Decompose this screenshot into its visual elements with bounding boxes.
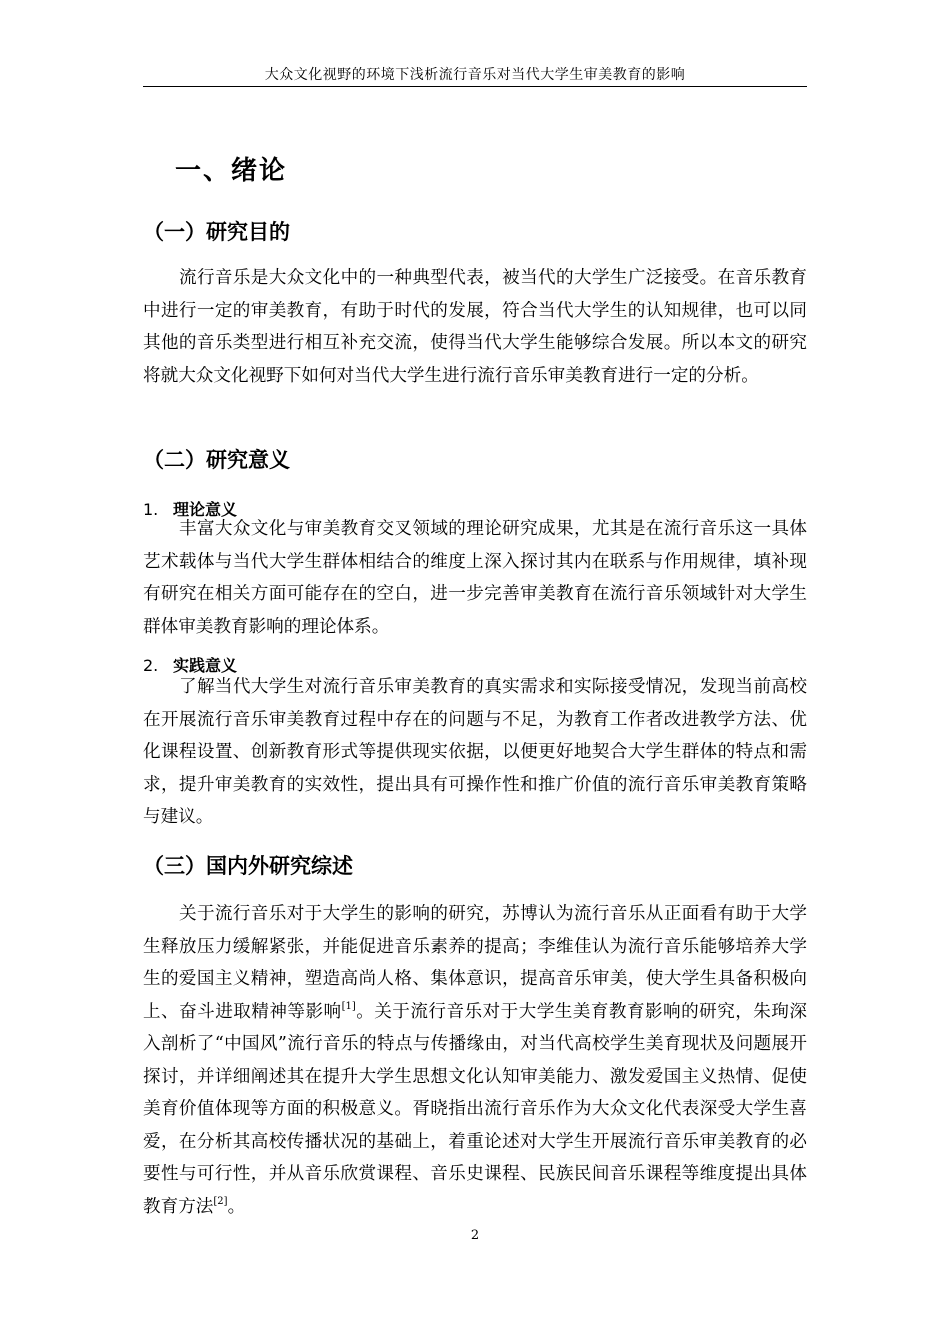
section-heading-literature-review: （三）国内外研究综述 (143, 854, 353, 878)
section-heading-significance: （二）研究意义 (143, 448, 290, 472)
review-text-part-2: 。关于流行音乐对于大学生美育教育影响的研究，朱珣深入剖析了“中国风”流行音乐的特点与传播缘由，对当代高校学生美育现状及问题展开探讨，并详细阐述其在提升大学生思想文化认知审美能力、激发爱国主义热情、促使美育价值体现等方面的积极意义。胥晓指出流行音乐作为大众文化代表深受大学生喜爱，在分析其高校传播状况的基础上，着重论述对大学生开展流行音乐审美教育的必要性与可行性，并从音乐欣赏课程、音乐史课程、民族民间音乐课程等维度提出具体教育方法 (143, 1001, 807, 1217)
section-paragraph-purpose: 流行音乐是大众文化中的一种典型代表，被当代的大学生广泛接受。在音乐教育中进行一定的审美教育，有助于时代的发展，符合当代大学生的认知规律，也可以同其他的音乐类型进行相互补充交流，使得当代大学生能够综合发展。所以本文的研究将就大众文化视野下如何对当代大学生进行流行音乐审美教育进行一定的分析。 (143, 268, 807, 386)
subsection-paragraph-practice: 了解当代大学生对流行音乐审美教育的真实需求和实际接受情况，发现当前高校在开展流行音乐审美教育过程中存在的问题与不足，为教育工作者改进教学方法、优化课程设置、创新教育形式等提供现实依据，以便更好地契合大学生群体的特点和需求，提升审美教育的实效性，提出具有可操作性和推广价值的流行音乐审美教育策略与建议。 (143, 677, 807, 827)
citation-ref-2[interactable]: [2] (213, 1195, 228, 1207)
page-number: 2 (470, 1228, 480, 1243)
citation-ref-1[interactable]: [1] (341, 1000, 356, 1012)
header-rule (143, 86, 807, 87)
section-heading-purpose: （一）研究目的 (143, 220, 290, 244)
subsection-number: 2. (143, 656, 159, 675)
subsection-paragraph-theory: 丰富大众文化与审美教育交叉领域的理论研究成果，尤其是在流行音乐这一具体艺术载体与当代大学生群体相结合的维度上深入探讨其内在联系与作用规律，填补现有研究在相关方面可能存在的空白，进一步完善审美教育在流行音乐领域针对大学生群体审美教育影响的理论体系。 (143, 519, 807, 637)
section-paragraph-literature-review (143, 898, 807, 1223)
subsection-title: 实践意义 (173, 656, 238, 675)
review-text-part-3: 。 (227, 1196, 246, 1217)
chapter-title: 一、绪论 (175, 156, 288, 186)
subsection-number: 1. (143, 500, 159, 519)
running-header: 大众文化视野的环境下浅析流行音乐对当代大学生审美教育的影响 (264, 67, 686, 83)
subsection-title: 理论意义 (173, 500, 238, 519)
review-text-part-1: 关于流行音乐对于大学生的影响的研究，苏博认为流行音乐从正面看有助于大学生释放压力缓解紧张，并能促进音乐素养的提高；李维佳认为流行音乐能够培养大学生的爱国主义精神，塑造高尚人格、集体意识，提高音乐审美，使大学生具备积极向上、奋斗进取精神等影响 (143, 904, 807, 1022)
